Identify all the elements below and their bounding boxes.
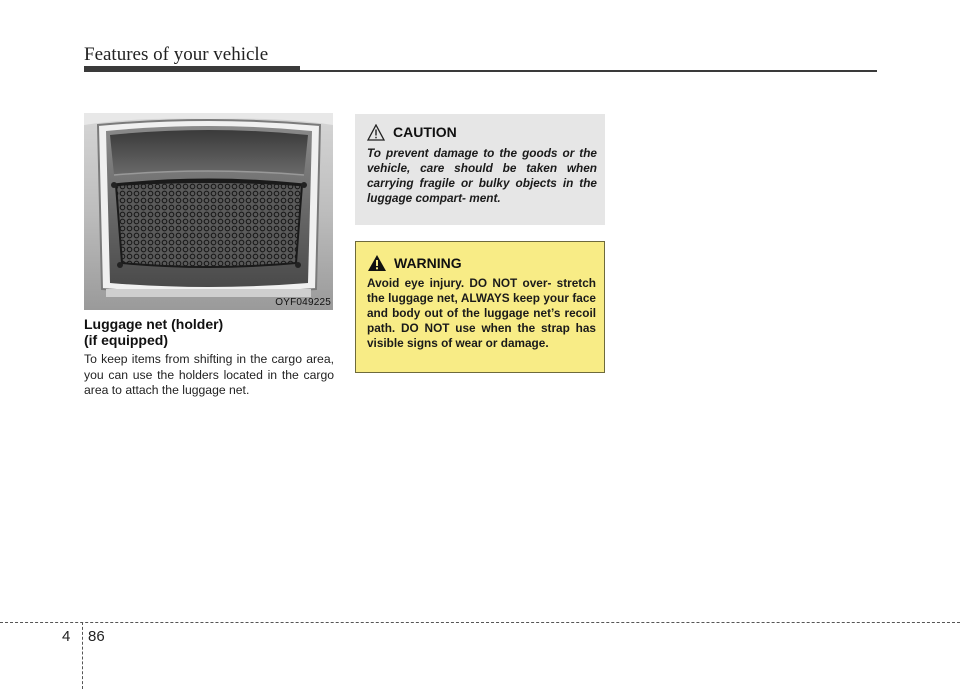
chapter-number: 4	[62, 628, 71, 645]
footer-rule	[0, 622, 960, 623]
section-heading-line2: (if equipped)	[84, 332, 168, 348]
section-body: To keep items from shifting in the cargo area, you can use the holders located in the cargo area to attach the luggage net.	[84, 352, 334, 398]
caution-triangle-icon	[367, 124, 385, 141]
header-rule	[300, 70, 877, 72]
warning-header	[367, 252, 596, 274]
caution-title: CAUTION	[393, 124, 457, 140]
warning-box	[355, 241, 605, 373]
warning-triangle-icon	[367, 254, 387, 272]
trunk-illustration	[84, 113, 333, 310]
photo-code-label: OYF049225	[275, 297, 331, 308]
caution-box	[355, 114, 605, 225]
section-heading	[84, 316, 336, 348]
warning-text: Avoid eye injury. DO NOT over- stretch the luggage net, ALWAYS keep your face and body out of the luggage net’s recoil path. DO NOT use when the strap has visible signs of wear or damage.	[367, 276, 596, 350]
luggage-net-photo	[84, 113, 333, 310]
caution-text: To prevent damage to the goods or the vehicle, care should be taken when carrying fragile or bulky objects in the luggage compart- ment.	[367, 146, 597, 205]
page-header-title: Features of your vehicle	[84, 44, 269, 65]
header-accent-bar	[84, 66, 300, 72]
footer-divider	[82, 622, 83, 689]
page-number: 86	[88, 628, 105, 645]
section-heading-line1: Luggage net (holder)	[84, 316, 224, 332]
caution-header	[367, 122, 597, 142]
warning-title: WARNING	[394, 255, 462, 271]
